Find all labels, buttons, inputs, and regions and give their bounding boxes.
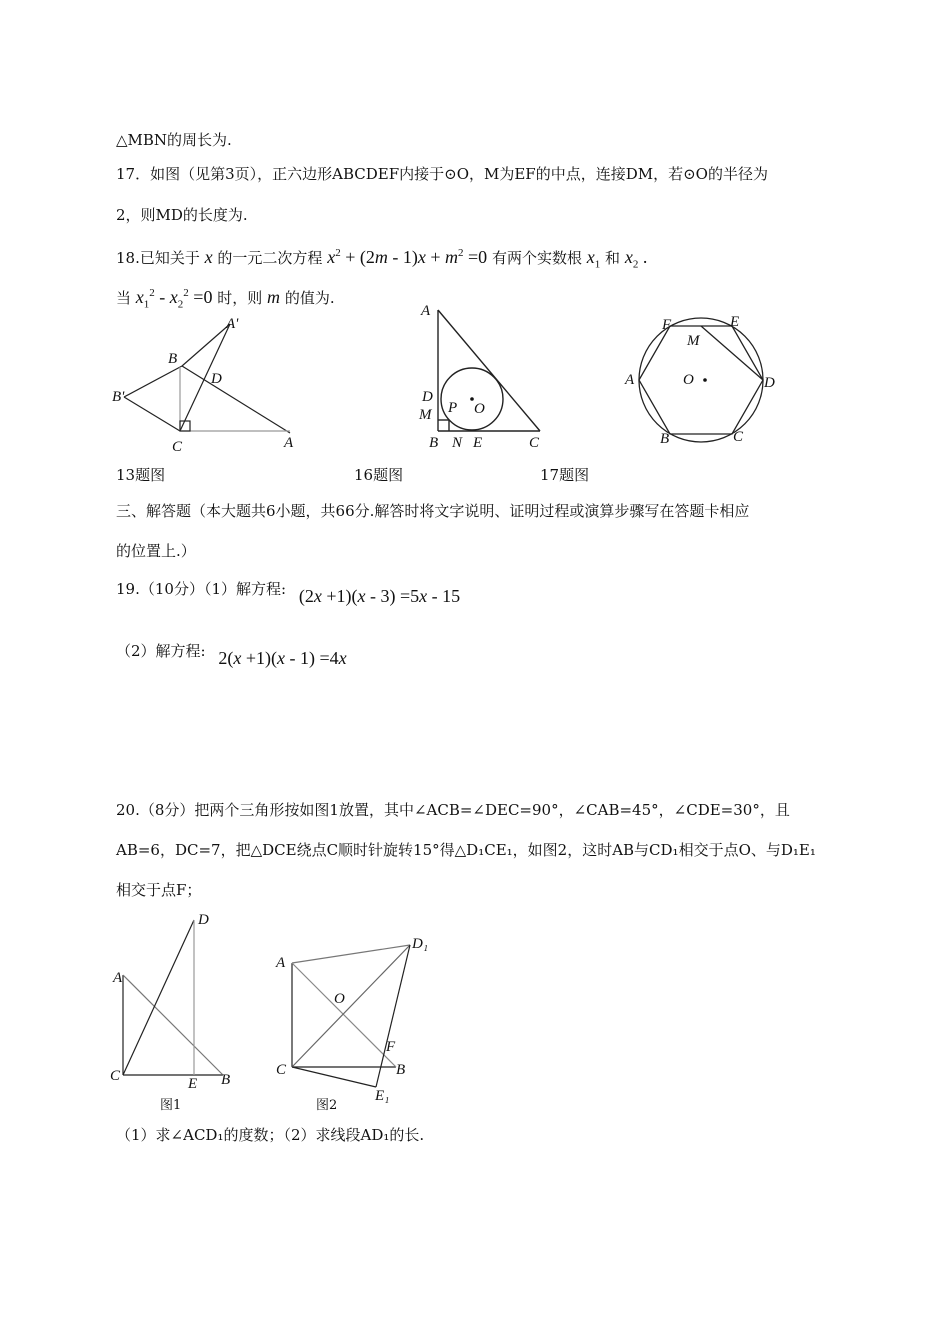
label-a: A	[113, 970, 123, 986]
question-18-line1	[116, 243, 647, 275]
text: 和	[605, 249, 621, 267]
label-d1: D₁	[412, 936, 429, 952]
label-f: F	[386, 1039, 396, 1055]
text: △MBN的周长为.	[116, 131, 232, 149]
center-dot	[703, 378, 707, 382]
question-20-line3	[116, 880, 201, 900]
figure-13	[110, 315, 310, 465]
math-x2: $x_2$ .	[624, 247, 648, 271]
figure-16	[415, 300, 565, 450]
caption-13: 13题图	[116, 466, 166, 484]
question-19-part2	[116, 640, 347, 668]
label-e: E	[188, 1076, 198, 1092]
label-b-prime: B'	[112, 389, 125, 405]
label-a: A	[284, 435, 294, 451]
text: 的一元二次方程	[217, 249, 323, 267]
label-o: O	[334, 991, 345, 1007]
math-equation-1: (2x +1)(x - 3) =5x - 15	[298, 586, 461, 606]
text: （1）求∠ACD₁的度数；（2）求线段AD₁的长.	[116, 1126, 425, 1144]
question-17-line2	[116, 205, 248, 225]
label-d: D	[211, 371, 222, 387]
label-n: N	[452, 435, 463, 451]
label-f: F	[662, 317, 672, 333]
caption-fig1: 图1	[160, 1098, 182, 1113]
text: （2）解方程:	[116, 642, 206, 660]
label-d: D	[764, 375, 775, 391]
text: 三、解答题（本大题共6小题，共66分.解答时将文字说明、证明过程或演算步骤写在答题卡相应	[116, 502, 750, 520]
question-20-line2	[116, 840, 816, 860]
label-o: O	[683, 372, 694, 388]
caption-17: 17题图	[540, 466, 590, 484]
text: 当	[116, 289, 132, 307]
question-20-subquestions	[116, 1125, 424, 1145]
label-m: M	[419, 407, 432, 423]
math-condition: $x_1^2 - x_2^2 =0$	[135, 287, 213, 311]
label-b: B	[168, 351, 178, 367]
label-b: B	[660, 431, 670, 447]
figure-17	[620, 310, 790, 450]
label-a: A	[625, 372, 635, 388]
text: 18.已知关于	[116, 249, 200, 267]
text: 2，则MD的长度为.	[116, 206, 248, 224]
label-e: E	[473, 435, 483, 451]
question-20-line1	[116, 800, 790, 820]
label-e: E	[730, 314, 740, 330]
label-b: B	[396, 1062, 406, 1078]
math-x: x	[204, 247, 213, 267]
label-o: O	[474, 401, 485, 417]
section-3-line1	[116, 501, 749, 521]
math-x1: $x_1$	[586, 247, 601, 271]
text: 17．如图（见第3页），正六边形ABCDEF内接于⊙O，M为EF的中点，连接DM，若⊙O的半径为	[116, 165, 768, 183]
caption-16: 16题图	[354, 466, 404, 484]
label-m: M	[687, 333, 700, 349]
label-d: D	[422, 389, 433, 405]
math-equation-2: 2(x +1)(x - 1) =4x	[218, 648, 347, 668]
figure-20-2	[272, 930, 442, 1104]
text: 的位置上.）	[116, 542, 196, 560]
text: 时，则	[217, 289, 263, 307]
caption-fig2: 图2	[316, 1098, 338, 1113]
question-19-part1	[116, 578, 461, 606]
text: 20.（8分）把两个三角形按如图1放置，其中∠ACB=∠DEC=90°，∠CAB=45°，∠CDE=30°，且	[116, 801, 790, 819]
text: 相交于点F；	[116, 881, 202, 899]
label-p: P	[448, 400, 458, 416]
label-c: C	[172, 439, 183, 455]
label-e1: E₁	[375, 1088, 390, 1104]
math-m: m	[267, 287, 281, 307]
text: 的值为.	[284, 289, 335, 307]
label-c: C	[276, 1062, 287, 1078]
label-a-prime: A'	[226, 316, 239, 332]
math-quadratic-equation: $x^2 + (2m - 1)x + m^2 =0$	[327, 247, 488, 267]
question-18-line2	[116, 283, 335, 315]
label-c: C	[529, 435, 540, 451]
label-c: C	[110, 1068, 121, 1084]
line-mbn-perimeter	[116, 130, 232, 150]
text: 有两个实数根	[491, 249, 582, 267]
label-c: C	[733, 429, 744, 445]
section-3-line2	[116, 541, 196, 561]
label-a: A	[276, 955, 286, 971]
text: 19.（10分）（1）解方程:	[116, 580, 287, 598]
text: AB=6，DC=7，把△DCE绕点C顺时针旋转15°得△D₁CE₁，如图2，这时AB与CD₁相交于点O、与D₁E₁	[116, 841, 816, 859]
label-d: D	[198, 912, 209, 928]
label-b: B	[429, 435, 439, 451]
question-17-line1	[116, 164, 768, 184]
figure-20-1	[105, 910, 245, 1100]
label-b: B	[221, 1072, 231, 1088]
label-a: A	[421, 303, 431, 319]
